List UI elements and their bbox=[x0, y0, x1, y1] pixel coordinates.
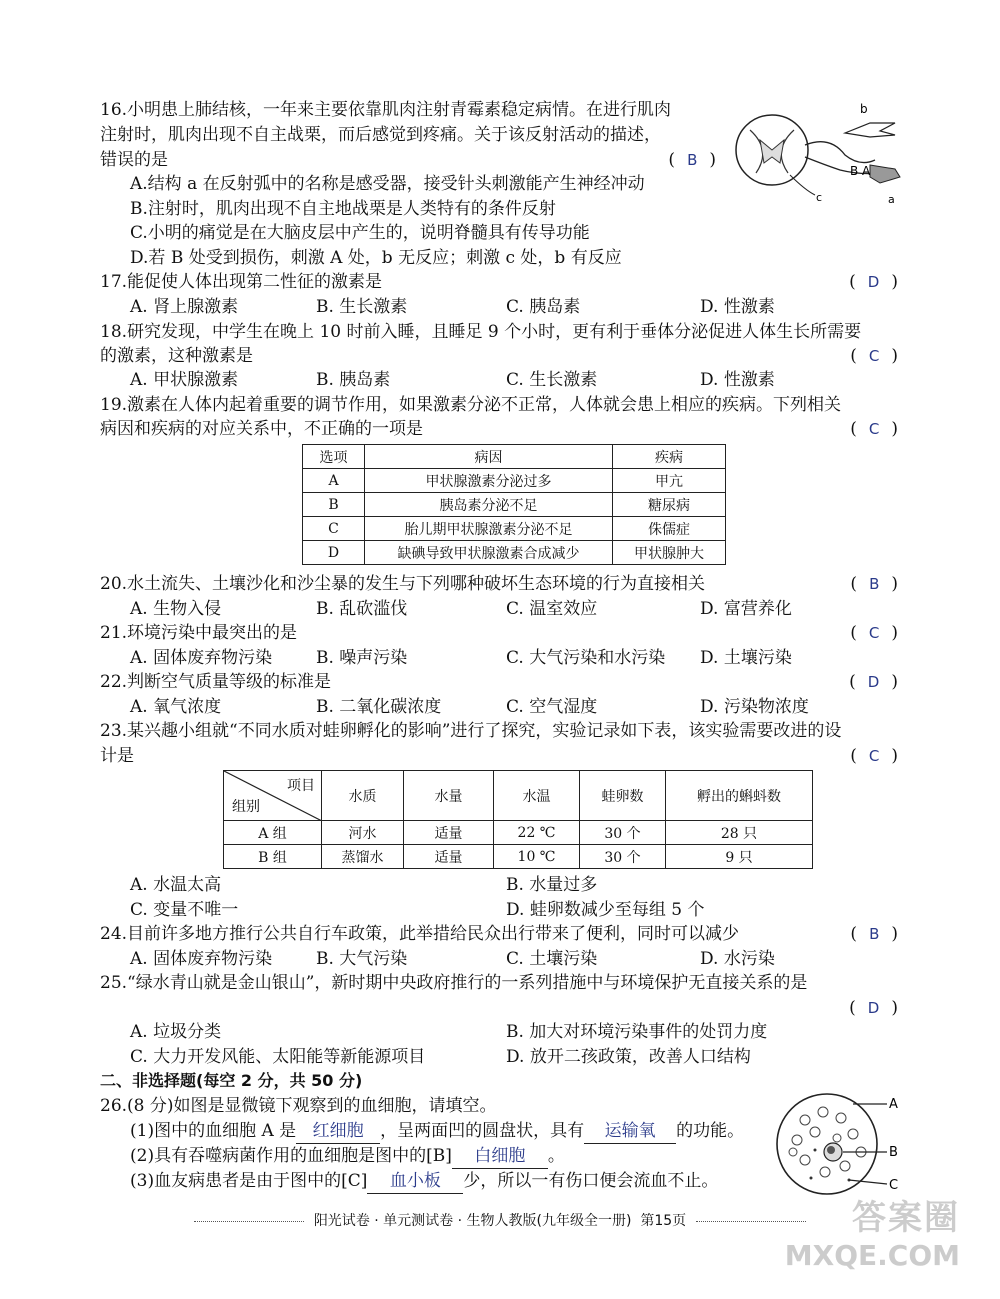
q23-cell: 河水 bbox=[322, 821, 404, 845]
q18-answer: C bbox=[868, 347, 882, 365]
q26-part1 bbox=[130, 1119, 744, 1144]
q23-cell: B 组 bbox=[224, 845, 322, 869]
q21-option-c: C. 大气污染和水污染 bbox=[506, 648, 666, 668]
q26-p3-text-b: 少，所以一有伤口便会流血不止。 bbox=[463, 1171, 719, 1191]
q22-stem: 22.判断空气质量等级的标准是 bbox=[100, 672, 332, 692]
q16-option-a: A.结构 a 在反射弧中的名称是感受器，接受针头刺激能产生神经冲动 bbox=[130, 174, 645, 194]
q26-fill-oxygen[interactable]: 运输氧 bbox=[584, 1119, 676, 1144]
q25-answer: D bbox=[867, 999, 882, 1017]
fig26-label-b: B bbox=[889, 1145, 898, 1160]
q23-option-c: C. 变量不唯一 bbox=[130, 900, 239, 920]
q19-answer-bracket: ( C ) bbox=[850, 419, 900, 439]
table-row bbox=[224, 821, 813, 845]
q25-option-a: A. 垃圾分类 bbox=[130, 1022, 222, 1042]
q19-line1: 19.激素在人体内起着重要的调节作用，如果激素分泌不正常，人体就会患上相应的疾病。下列相关 bbox=[100, 395, 842, 415]
q23-cell: 10 ℃ bbox=[494, 845, 580, 869]
q24-option-a: A. 固体废弃物污染 bbox=[130, 949, 273, 969]
table-row bbox=[303, 469, 726, 493]
q26-p2-text-a: (2)具有吞噬病菌作用的血细胞是图中的[B] bbox=[130, 1146, 452, 1166]
q25-option-b: B. 加大对环境污染事件的处罚力度 bbox=[506, 1022, 768, 1042]
q23-answer: C bbox=[868, 747, 882, 765]
q19-cell: 缺碘导致甲状腺激素合成减少 bbox=[365, 541, 613, 565]
q19-table bbox=[302, 444, 726, 565]
q23-line1: 23.某兴趣小组就“不同水质对蛙卵孵化的影响”进行了探究，实验记录如下表，该实验需要改进的设 bbox=[100, 721, 842, 741]
q19-answer: C bbox=[868, 420, 882, 438]
q21-option-b: B. 噪声污染 bbox=[316, 648, 408, 668]
q23-cell: 9 只 bbox=[666, 845, 813, 869]
q23-option-b: B. 水量过多 bbox=[506, 875, 598, 895]
q26-p2-text-b: 。 bbox=[547, 1146, 565, 1166]
q23-th-amount: 水量 bbox=[404, 771, 494, 821]
q23-th-tadpoles: 孵出的蝌蚪数 bbox=[666, 771, 813, 821]
q22-answer-bracket: ( D ) bbox=[849, 672, 900, 692]
q25-answer-bracket: ( D ) bbox=[849, 998, 900, 1018]
q25-stem: 25.“绿水青山就是金山银山”，新时期中央政府推行的一系列措施中与环境保护无直接关系的是 bbox=[100, 973, 808, 993]
blood-cell-figure bbox=[775, 1090, 900, 1200]
q17-option-c: C. 胰岛素 bbox=[506, 297, 581, 317]
q23-cell: A 组 bbox=[224, 821, 322, 845]
watermark-line2: MXQE.COM bbox=[784, 1239, 960, 1272]
q23-answer-bracket: ( C ) bbox=[850, 746, 900, 766]
q22-option-b: B. 二氧化碳浓度 bbox=[316, 697, 442, 717]
footer-dots-left bbox=[194, 1221, 304, 1222]
q17-option-b: B. 生长激素 bbox=[316, 297, 408, 317]
q23-th-temp: 水温 bbox=[494, 771, 580, 821]
q26-part2 bbox=[130, 1144, 565, 1169]
q19-cell: 甲状腺肿大 bbox=[613, 541, 726, 565]
q24-option-c: C. 土壤污染 bbox=[506, 949, 598, 969]
q20-option-d: D. 富营养化 bbox=[700, 599, 792, 619]
q23-cell: 28 只 bbox=[666, 821, 813, 845]
page-number: 第15页 bbox=[640, 1213, 687, 1229]
table-row bbox=[303, 493, 726, 517]
q19-cell: 侏儒症 bbox=[613, 517, 726, 541]
q18-option-b: B. 胰岛素 bbox=[316, 370, 391, 390]
q22-option-c: C. 空气湿度 bbox=[506, 697, 598, 717]
q19-cell: 甲亢 bbox=[613, 469, 726, 493]
q19-th-disease: 疾病 bbox=[613, 445, 726, 469]
q20-stem: 20.水土流失、土壤沙化和沙尘暴的发生与下列哪种破坏生态环境的行为直接相关 bbox=[100, 574, 706, 594]
q26-p1-text-b: ，呈两面凹的圆盘状，具有 bbox=[380, 1121, 585, 1141]
q23-cell: 22 ℃ bbox=[494, 821, 580, 845]
q16-option-b: B.注射时，肌肉出现不自主地战栗是人类特有的条件反射 bbox=[130, 199, 556, 219]
fig16-label-a: a bbox=[888, 193, 895, 206]
q23-corner-top: 项目 bbox=[287, 778, 315, 794]
q16-line3: 错误的是 bbox=[100, 150, 168, 170]
q17-option-a: A. 肾上腺激素 bbox=[130, 297, 239, 317]
q23-corner-bottom: 组别 bbox=[232, 799, 260, 815]
q19-cell: 糖尿病 bbox=[613, 493, 726, 517]
q20-answer: B bbox=[869, 575, 882, 593]
q23-option-a: A. 水温太高 bbox=[130, 875, 222, 895]
q22-option-a: A. 氧气浓度 bbox=[130, 697, 222, 717]
fig16-label-B: B bbox=[850, 164, 859, 178]
q26-p1-text-c: 的功能。 bbox=[676, 1121, 745, 1141]
watermark-line1: 答案圈 bbox=[852, 1198, 960, 1238]
q19-cell: 甲状腺激素分泌过多 bbox=[365, 469, 613, 493]
q18-option-d: D. 性激素 bbox=[700, 370, 775, 390]
q18-option-a: A. 甲状腺激素 bbox=[130, 370, 239, 390]
fig16-label-b: b bbox=[860, 102, 868, 116]
q19-cell: 胰岛素分泌不足 bbox=[365, 493, 613, 517]
q16-answer: B bbox=[687, 151, 700, 169]
q26-p3-text-a: (3)血友病患者是由于图中的[C] bbox=[130, 1171, 368, 1191]
q19-cell: B bbox=[303, 493, 365, 517]
q22-option-d: D. 污染物浓度 bbox=[700, 697, 809, 717]
q21-option-d: D. 土壤污染 bbox=[700, 648, 792, 668]
q26-fill-platelet[interactable]: 血小板 bbox=[367, 1169, 463, 1194]
q26-p1-text-a: (1)图中的血细胞 A 是 bbox=[130, 1121, 297, 1141]
q19-cell: C bbox=[303, 517, 365, 541]
q23-cell: 蒸馏水 bbox=[322, 845, 404, 869]
q24-answer: B bbox=[869, 925, 882, 943]
q24-stem: 24.目前许多地方推行公共自行车政策，此举措给民众出行带来了便利，同时可以减少 bbox=[100, 924, 740, 944]
table-row bbox=[303, 517, 726, 541]
q21-stem: 21.环境污染中最突出的是 bbox=[100, 623, 298, 643]
q23-th-corner bbox=[224, 771, 322, 821]
fig26-label-c: C bbox=[889, 1178, 899, 1193]
q19-cell: D bbox=[303, 541, 365, 565]
section-heading: 二、非选择题(每空 2 分，共 50 分) bbox=[100, 1071, 363, 1090]
q16-line2: 注射时，肌肉出现不自主战栗，而后感觉到疼痛。关于该反射活动的描述， bbox=[100, 125, 661, 145]
q19-line2: 病因和疾病的对应关系中，不正确的一项是 bbox=[100, 419, 423, 439]
q23-option-d: D. 蛙卵数减少至每组 5 个 bbox=[506, 900, 705, 920]
q24-option-d: D. 水污染 bbox=[700, 949, 775, 969]
q21-answer: C bbox=[868, 624, 882, 642]
q17-stem: 17.能促使人体出现第二性征的激素是 bbox=[100, 272, 383, 292]
q17-option-d: D. 性激素 bbox=[700, 297, 775, 317]
q20-option-a: A. 生物入侵 bbox=[130, 599, 222, 619]
q20-option-b: B. 乱砍滥伐 bbox=[316, 599, 408, 619]
table-row bbox=[224, 845, 813, 869]
fig26-label-a: A bbox=[889, 1097, 898, 1112]
q24-option-b: B. 大气污染 bbox=[316, 949, 408, 969]
q23-line2: 计是 bbox=[100, 746, 134, 766]
q21-answer-bracket: ( C ) bbox=[850, 623, 900, 643]
q23-cell: 30 个 bbox=[580, 845, 666, 869]
q18-option-c: C. 生长激素 bbox=[506, 370, 598, 390]
q19-cell: A bbox=[303, 469, 365, 493]
footer-title: 阳光试卷 · 单元测试卷 · 生物人教版(九年级全一册) bbox=[313, 1213, 632, 1229]
q16-option-d: D.若 B 处受到损伤，刺激 A 处，b 无反应；刺激 c 处，b 有反应 bbox=[130, 248, 622, 268]
q25-option-d: D. 放开二孩政策，改善人口结构 bbox=[506, 1047, 751, 1067]
q20-answer-bracket: ( B ) bbox=[850, 574, 900, 594]
q23-th-eggs: 蛙卵数 bbox=[580, 771, 666, 821]
q16-line1: 16.小明患上肺结核，一年来主要依靠肌肉注射青霉素稳定病情。在进行肌肉 bbox=[100, 100, 672, 120]
q21-option-a: A. 固体废弃物污染 bbox=[130, 648, 273, 668]
q19-cell: 胎儿期甲状腺激素分泌不足 bbox=[365, 517, 613, 541]
q26-fill-white-cell[interactable]: 白细胞 bbox=[452, 1144, 548, 1169]
q24-answer-bracket: ( B ) bbox=[850, 924, 900, 944]
q16-answer-bracket: ( B ) bbox=[668, 150, 718, 170]
q22-answer: D bbox=[867, 673, 882, 691]
watermark-logo bbox=[760, 1190, 960, 1290]
q23-cell: 适量 bbox=[404, 845, 494, 869]
q17-answer-bracket: ( D ) bbox=[849, 272, 900, 292]
q19-th-cause: 病因 bbox=[365, 445, 613, 469]
q18-answer-bracket: ( C ) bbox=[850, 346, 900, 366]
q23-cell: 30 个 bbox=[580, 821, 666, 845]
q20-option-c: C. 温室效应 bbox=[506, 599, 598, 619]
q18-line1: 18.研究发现，中学生在晚上 10 时前入睡，且睡足 9 个小时，更有利于垂体分泌促进人体生长所需要 bbox=[100, 322, 862, 342]
fig16-label-A: A bbox=[862, 164, 871, 178]
q23-table bbox=[223, 770, 813, 869]
fig16-label-c: c bbox=[816, 191, 823, 204]
q18-line2: 的激素，这种激素是 bbox=[100, 346, 253, 366]
q25-option-c: C. 大力开发风能、太阳能等新能源项目 bbox=[130, 1047, 426, 1067]
q26-part3 bbox=[130, 1169, 718, 1194]
q23-th-quality: 水质 bbox=[322, 771, 404, 821]
q23-cell: 适量 bbox=[404, 821, 494, 845]
table-row bbox=[303, 541, 726, 565]
q17-answer: D bbox=[867, 273, 882, 291]
q26-fill-red-cell[interactable]: 红细胞 bbox=[296, 1119, 380, 1144]
q26-stem: 26.(8 分)如图是显微镜下观察到的血细胞，请填空。 bbox=[100, 1096, 497, 1116]
q16-option-c: C.小明的痛觉是在大脑皮层中产生的，说明脊髓具有传导功能 bbox=[130, 223, 590, 243]
q19-th-option: 选项 bbox=[303, 445, 365, 469]
reflex-arc-figure bbox=[720, 95, 910, 210]
